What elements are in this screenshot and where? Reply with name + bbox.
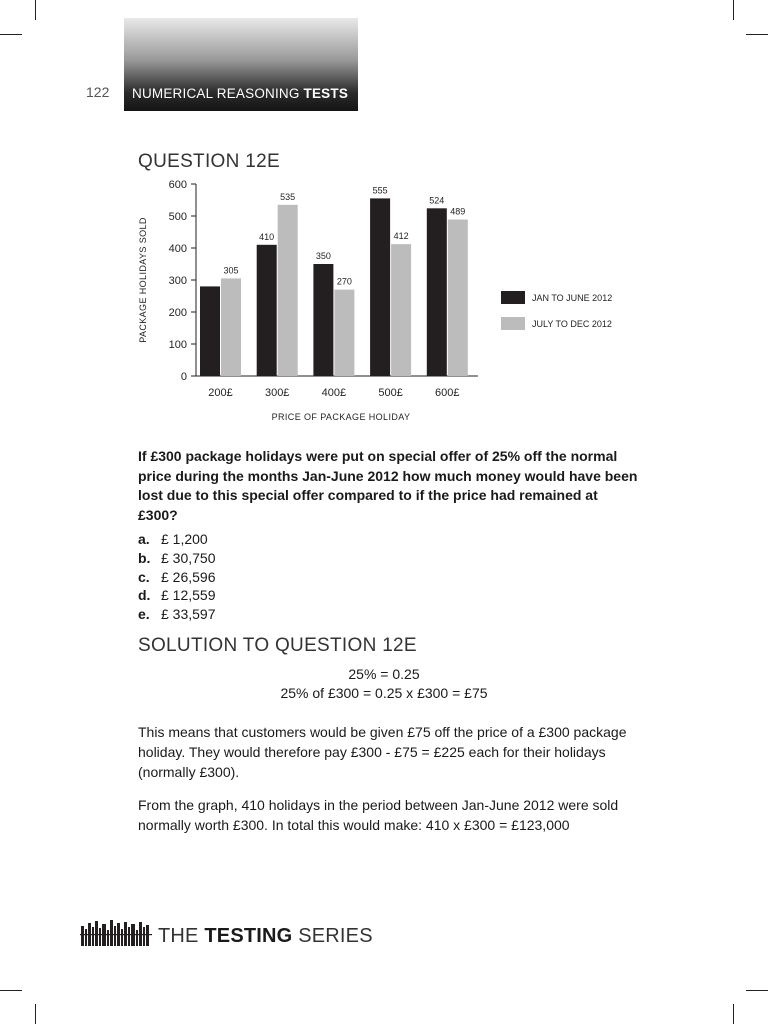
bar [278,205,298,376]
x-tick-label: 500£ [378,387,403,399]
books-logo-icon [80,918,152,946]
bar [257,245,277,376]
bar [334,290,354,376]
answer-letter: a. [138,531,150,547]
calc-line-1: 25% = 0.25 [348,666,420,682]
data-label: 305 [223,265,239,276]
legend-swatch [501,291,525,304]
x-axis-title: PRICE OF PACKAGE HOLIDAY [271,412,411,422]
data-label: 489 [450,206,466,217]
crop-mark [35,1004,36,1024]
bar [370,198,390,376]
crop-mark [733,0,734,20]
answer-text: £ 30,750 [161,549,216,566]
data-label: 555 [372,185,388,196]
footer-brand-word: SERIES [292,925,373,947]
data-label: 270 [336,276,352,287]
solution-paragraph-2: From the graph, 410 holidays in the period between Jan-June 2012 were sold normally worth £300. In total this would make: 410 x £300 = £123,000 [138,797,619,833]
data-label: 280 [202,288,218,299]
bar [391,244,411,376]
y-tick-label: 200 [168,307,187,319]
bar-chart [130,174,640,426]
x-tick-label: 400£ [321,387,347,399]
bar [313,264,333,376]
x-tick-label: 600£ [435,387,460,399]
answer-letter: c. [138,568,150,585]
data-label: 535 [280,191,296,202]
answer-letter: b. [138,549,151,566]
header-title-bold: TESTS [303,86,349,101]
data-label: 410 [259,231,275,242]
answer-letter: d. [138,587,151,604]
y-tick-label: 400 [168,243,187,255]
data-label: 524 [429,195,445,206]
answer-option-c [138,568,216,587]
header-banner [124,18,358,111]
y-tick-label: 300 [168,275,187,287]
calc-line-2: 25% of £300 = 0.25 x £300 = £75 [280,685,488,701]
bar [200,286,220,376]
question-text: If £300 package holidays were put on special offer of 25% off the normal price during the months Jan-June 2012 how much money would have been lost due to this special offer compared to if the price had remained at £300? [138,448,638,523]
y-tick-label: 500 [168,211,187,223]
crop-mark [746,990,768,991]
question-title: QUESTION 12E [138,151,280,172]
answer-option-a [138,530,216,549]
x-tick-label: 300£ [264,387,290,399]
answer-letter: e. [138,606,150,623]
answer-option-b [138,549,216,568]
answer-text: £ 26,596 [161,568,216,585]
answer-text: £ 33,597 [161,606,216,623]
bar [448,220,468,376]
crop-mark [0,34,22,35]
legend-label: JAN TO JUNE 2012 [532,293,613,303]
answer-text: £ 12,559 [161,587,216,604]
crop-mark [35,0,36,20]
crop-mark [733,1004,734,1024]
header-title-regular: NUMERICAL REASONING [132,86,304,101]
legend-swatch [501,317,525,330]
y-axis-title: PACKAGE HOLIDAYS SOLD [138,217,148,343]
crop-mark [746,34,768,35]
footer-brand-word: THE [158,925,205,947]
solution-title: SOLUTION TO QUESTION 12E [138,635,417,656]
answer-option-e [138,605,216,624]
answer-text: £ 1,200 [161,531,208,547]
solution-paragraph-1: This means that customers would be given £75 off the price of a £300 package holiday. They would therefore pay £300 - £75 = £225 each for their holidays (normally £300). [138,724,627,780]
bar [221,278,241,376]
y-tick-label: 0 [180,371,187,383]
y-tick-label: 600 [168,179,187,191]
footer-brand-text [158,925,373,948]
data-label: 412 [393,231,409,242]
header-title [132,86,348,101]
y-tick-label: 100 [168,339,187,351]
answer-list [138,530,216,624]
x-tick-label: 200£ [208,387,233,399]
footer-brand-bold: TESTING [204,925,293,947]
page-number: 122 [86,84,110,100]
crop-mark [0,990,22,991]
data-label: 350 [315,251,331,261]
bar [427,208,447,376]
answer-option-d [138,586,216,605]
legend-label: JULY TO DEC 2012 [532,319,612,329]
